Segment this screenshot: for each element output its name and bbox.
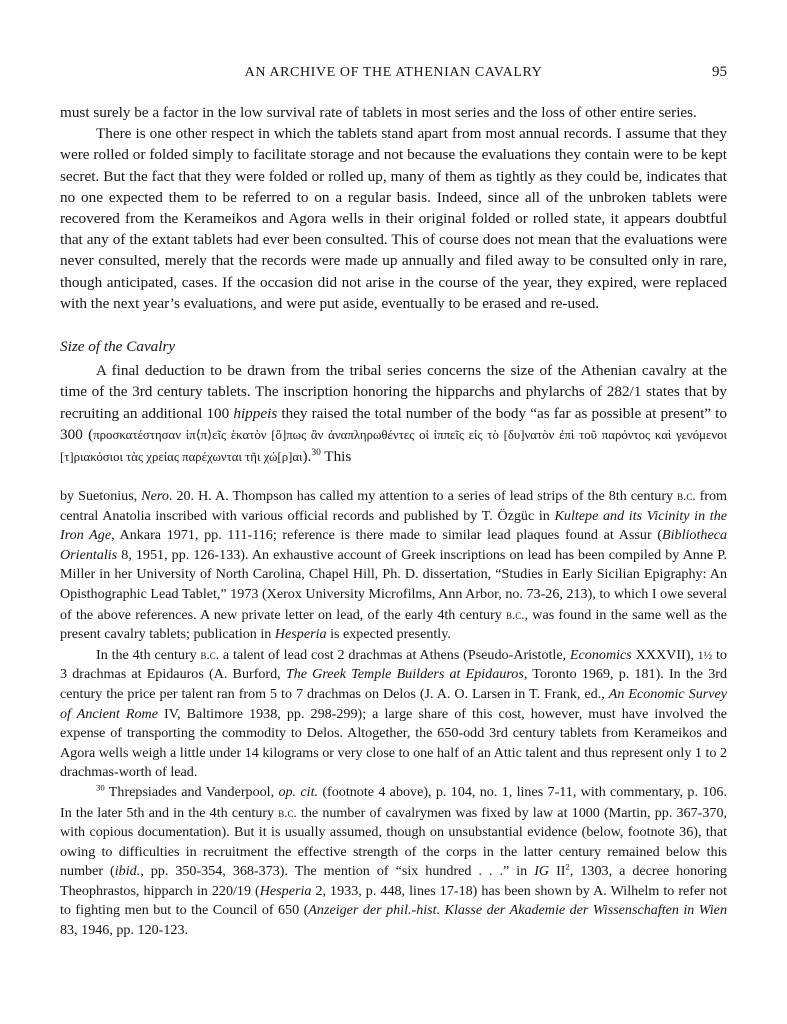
paragraph-cavalry-size: A final deduction to be drawn from the tribal series concerns the size of the Athenian cavalry at the time of the 3rd century tablets. The inscription honoring the hipparchs and phylarchs of 282/1 states that by recruiting an additional 100 hippeis they raised the total number of the body “as far as possible at present” to 300 (προσκατέστησαν ἱπ⟨π⟩εῖς ἑκατὸν [ὅ]πως ἂν ἀναπληρωθέντες οἱ ἱππεῖς εἰς τὸ [δυ]νατὸν ἐπὶ τοῦ παρόντος καὶ γενόμενοι [τ]ριακόσιοι τὰς χρείας παρέχωνται τῆι χώ[ρ]αι).$^{30}$ This (60, 362, 727, 466)
section-heading: Size of the Cavalry (60, 338, 176, 356)
running-head (60, 62, 727, 86)
main-text (60, 102, 727, 468)
term-hippeis: hippeis (233, 404, 278, 422)
footnote-30: $^{30}$ Threpsiades and Vanderpool, op. cit. (footnote 4 above), p. 104, no. 1, lines 7-11, with commentary, p. 106. In the later 5th and in the 4th century b.c. the number of cavalrymen was fixed by law at 1000 (Martin, pp. 367-370, with copious documentation). But it is usually assumed, though on unsubstantial evidence (below, footnote 36), that owing to difficulties in recruitment the effective strength of the corps in the latter century remained below this number (ibid., pp. 350-354, 368-373). The mention of “six hundred . . .” in IG $II^2$, 1303, a decree honoring Theophrastos, hipparch in 220/19 (Hesperia 2, 1933, p. 448, lines 17-18) has been shown by A. Wilhelm to refer not to fighting men but to the Council of 650 (Anzeiger der phil.-hist. Klasse der Akademie der Wissenschaften in Wien 83, 1946, pp. 120-123. (60, 782, 728, 939)
footnote-ref-30: 30 (311, 447, 321, 458)
running-title: AN ARCHIVE OF THE ATHENIAN CAVALRY (244, 65, 543, 80)
paragraph-continued: must surely be a factor in the low survival rate of tablets in most series and the loss of other entire series. (60, 104, 697, 121)
paragraph-tablet-storage: There is one other respect in which the tablets stand apart from most annual records. I assume that they were rolled or folded simply to facilitate storage and not because the evaluations they contain were to be kept secret. But the fact that they were folded or rolled up, many of them as tightly as they could be, indicates that no one expected them to be referred to on a regular basis. Indeed, since all of the unbroken tablets were recovered from the Kerameikos and Agora wells in their original folded or rolled state, it appears doubtful that any of the extant tablets had ever been consulted. This of course does not mean that the evaluations were never consulted, merely that the records were made up annually and filed away to be consulted only in rare, though anticipated, cases. If the occasion did not arise in the course of the year, they expired, were replaced with the next year’s evaluations, and were put aside, eventually to be erased and re-used. (60, 125, 727, 312)
footnote-continued: by Suetonius, Nero. 20. H. A. Thompson has called my attention to a series of lead strips of the 8th century b.c. from central Anatolia inscribed with various official records and published by T. Özgüc in Kultepe and its Vicinity in the Iron Age, Ankara 1971, pp. 111-116; reference is there made to similar lead plaques found at Assur (Bibliotheca Orientalis 8, 1951, pp. 126-133). An exhaustive account of Greek inscriptions on lead has been compiled by Anne P. Miller in her University of North Carolina, Chapel Hill, Ph. D. dissertation, “Studies in Early Sicilian Epigraphy: An Opisthographic Lead Tablet,” 1973 (Xerox University Microfilms, Ann Arbor, no. 73-26, 213), to which I owe several of the above references. A new private letter on lead, of the early 4th century b.c., was found in the same well as the present cavalry tablets; publication in Hesperia is expected presently. (60, 488, 728, 643)
greek-quotation: προσκατέστησαν ἱπ⟨π⟩εῖς ἑκατὸν [ὅ]πως ἂν ἀναπληρωθέντες οἱ ἱππεῖς εἰς τὸ [δυ]νατὸν ἐπὶ τοῦ παρόντος καὶ γενόμενοι [τ]ριακόσιοι τὰς χρείας παρέχωνται τῆι χώ[ρ]αι (60, 427, 727, 465)
page-number: 95 (712, 64, 727, 80)
footnote-number: 30 (96, 782, 105, 793)
footnotes (60, 486, 727, 941)
footnote-lead-cost: In the 4th century b.c. a talent of lead cost 2 drachmas at Athens (Pseudo-Aristotle, Economics XXXVII), 1½ to 3 drachmas at Epidauros (A. Burford, The Greek Temple Builders at Epidauros, Toronto 1969, p. 181). In the 3rd century the price per talent ran from 5 to 7 drachmas on Delos (J. A. O. Larsen in T. Frank, ed., An Economic Survey of Ancient Rome IV, Baltimore 1938, pp. 298-299); a large share of this cost, however, must have involved the expense of transporting the commodity to Delos. Altogether, the 650-odd 3rd century tablets from Kerameikos and Agora wells weigh a little under 14 kilograms or very close to one half of an Attic talent and thus represent only 1 to 2 drachmas-worth of lead. (60, 646, 728, 781)
